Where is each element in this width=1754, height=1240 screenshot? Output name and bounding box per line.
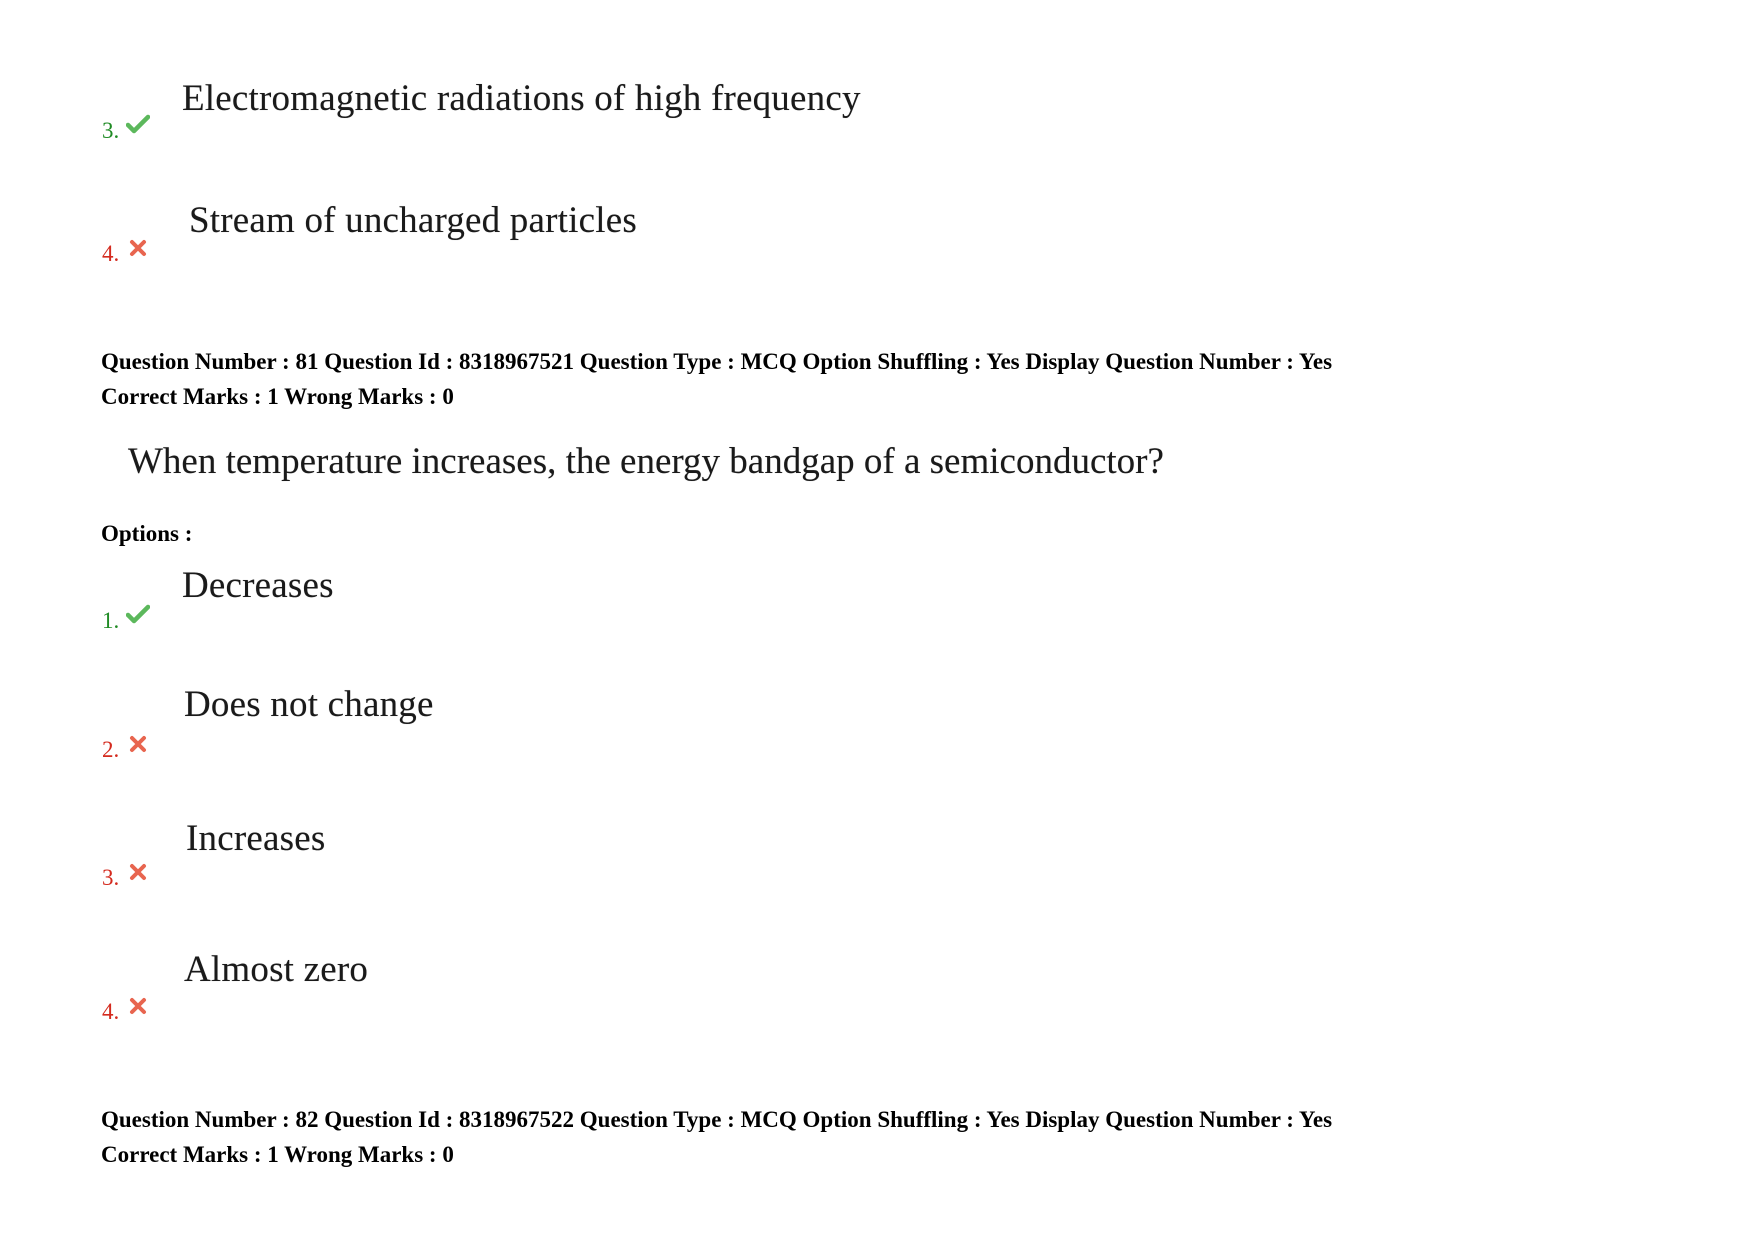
cross-icon (129, 997, 147, 1015)
option-text: Does not change (184, 684, 434, 725)
check-icon (126, 604, 150, 624)
option-number: 4. (102, 241, 120, 266)
option-number: 2. (102, 737, 120, 762)
option-text: Increases (186, 818, 326, 859)
question-meta: Question Number : 81 Question Id : 8318967521 Question Type : MCQ Option Shuffling : Yes Display Question Number : Yes (101, 349, 1333, 374)
option-number: 3. (102, 118, 120, 143)
cross-icon (129, 735, 147, 753)
option-number: 3. (102, 865, 120, 890)
marks-meta: Correct Marks : 1 Wrong Marks : 0 (101, 384, 454, 409)
option-text: Electromagnetic radiations of high frequency (182, 78, 861, 119)
question-meta: Question Number : 82 Question Id : 8318967522 Question Type : MCQ Option Shuffling : Yes Display Question Number : Yes (101, 1107, 1333, 1132)
cross-icon (129, 863, 147, 881)
option-text: Decreases (182, 565, 334, 606)
option-number: 1. (102, 608, 120, 633)
cross-icon (129, 239, 147, 257)
option-number: 4. (102, 999, 120, 1024)
option-text: Almost zero (184, 949, 369, 990)
marks-meta: Correct Marks : 1 Wrong Marks : 0 (101, 1142, 454, 1167)
option-text: Stream of uncharged particles (189, 200, 637, 241)
question-text: When temperature increases, the energy bandgap of a semiconductor? (128, 441, 1164, 482)
check-icon (126, 114, 150, 134)
options-label: Options : (101, 521, 193, 546)
